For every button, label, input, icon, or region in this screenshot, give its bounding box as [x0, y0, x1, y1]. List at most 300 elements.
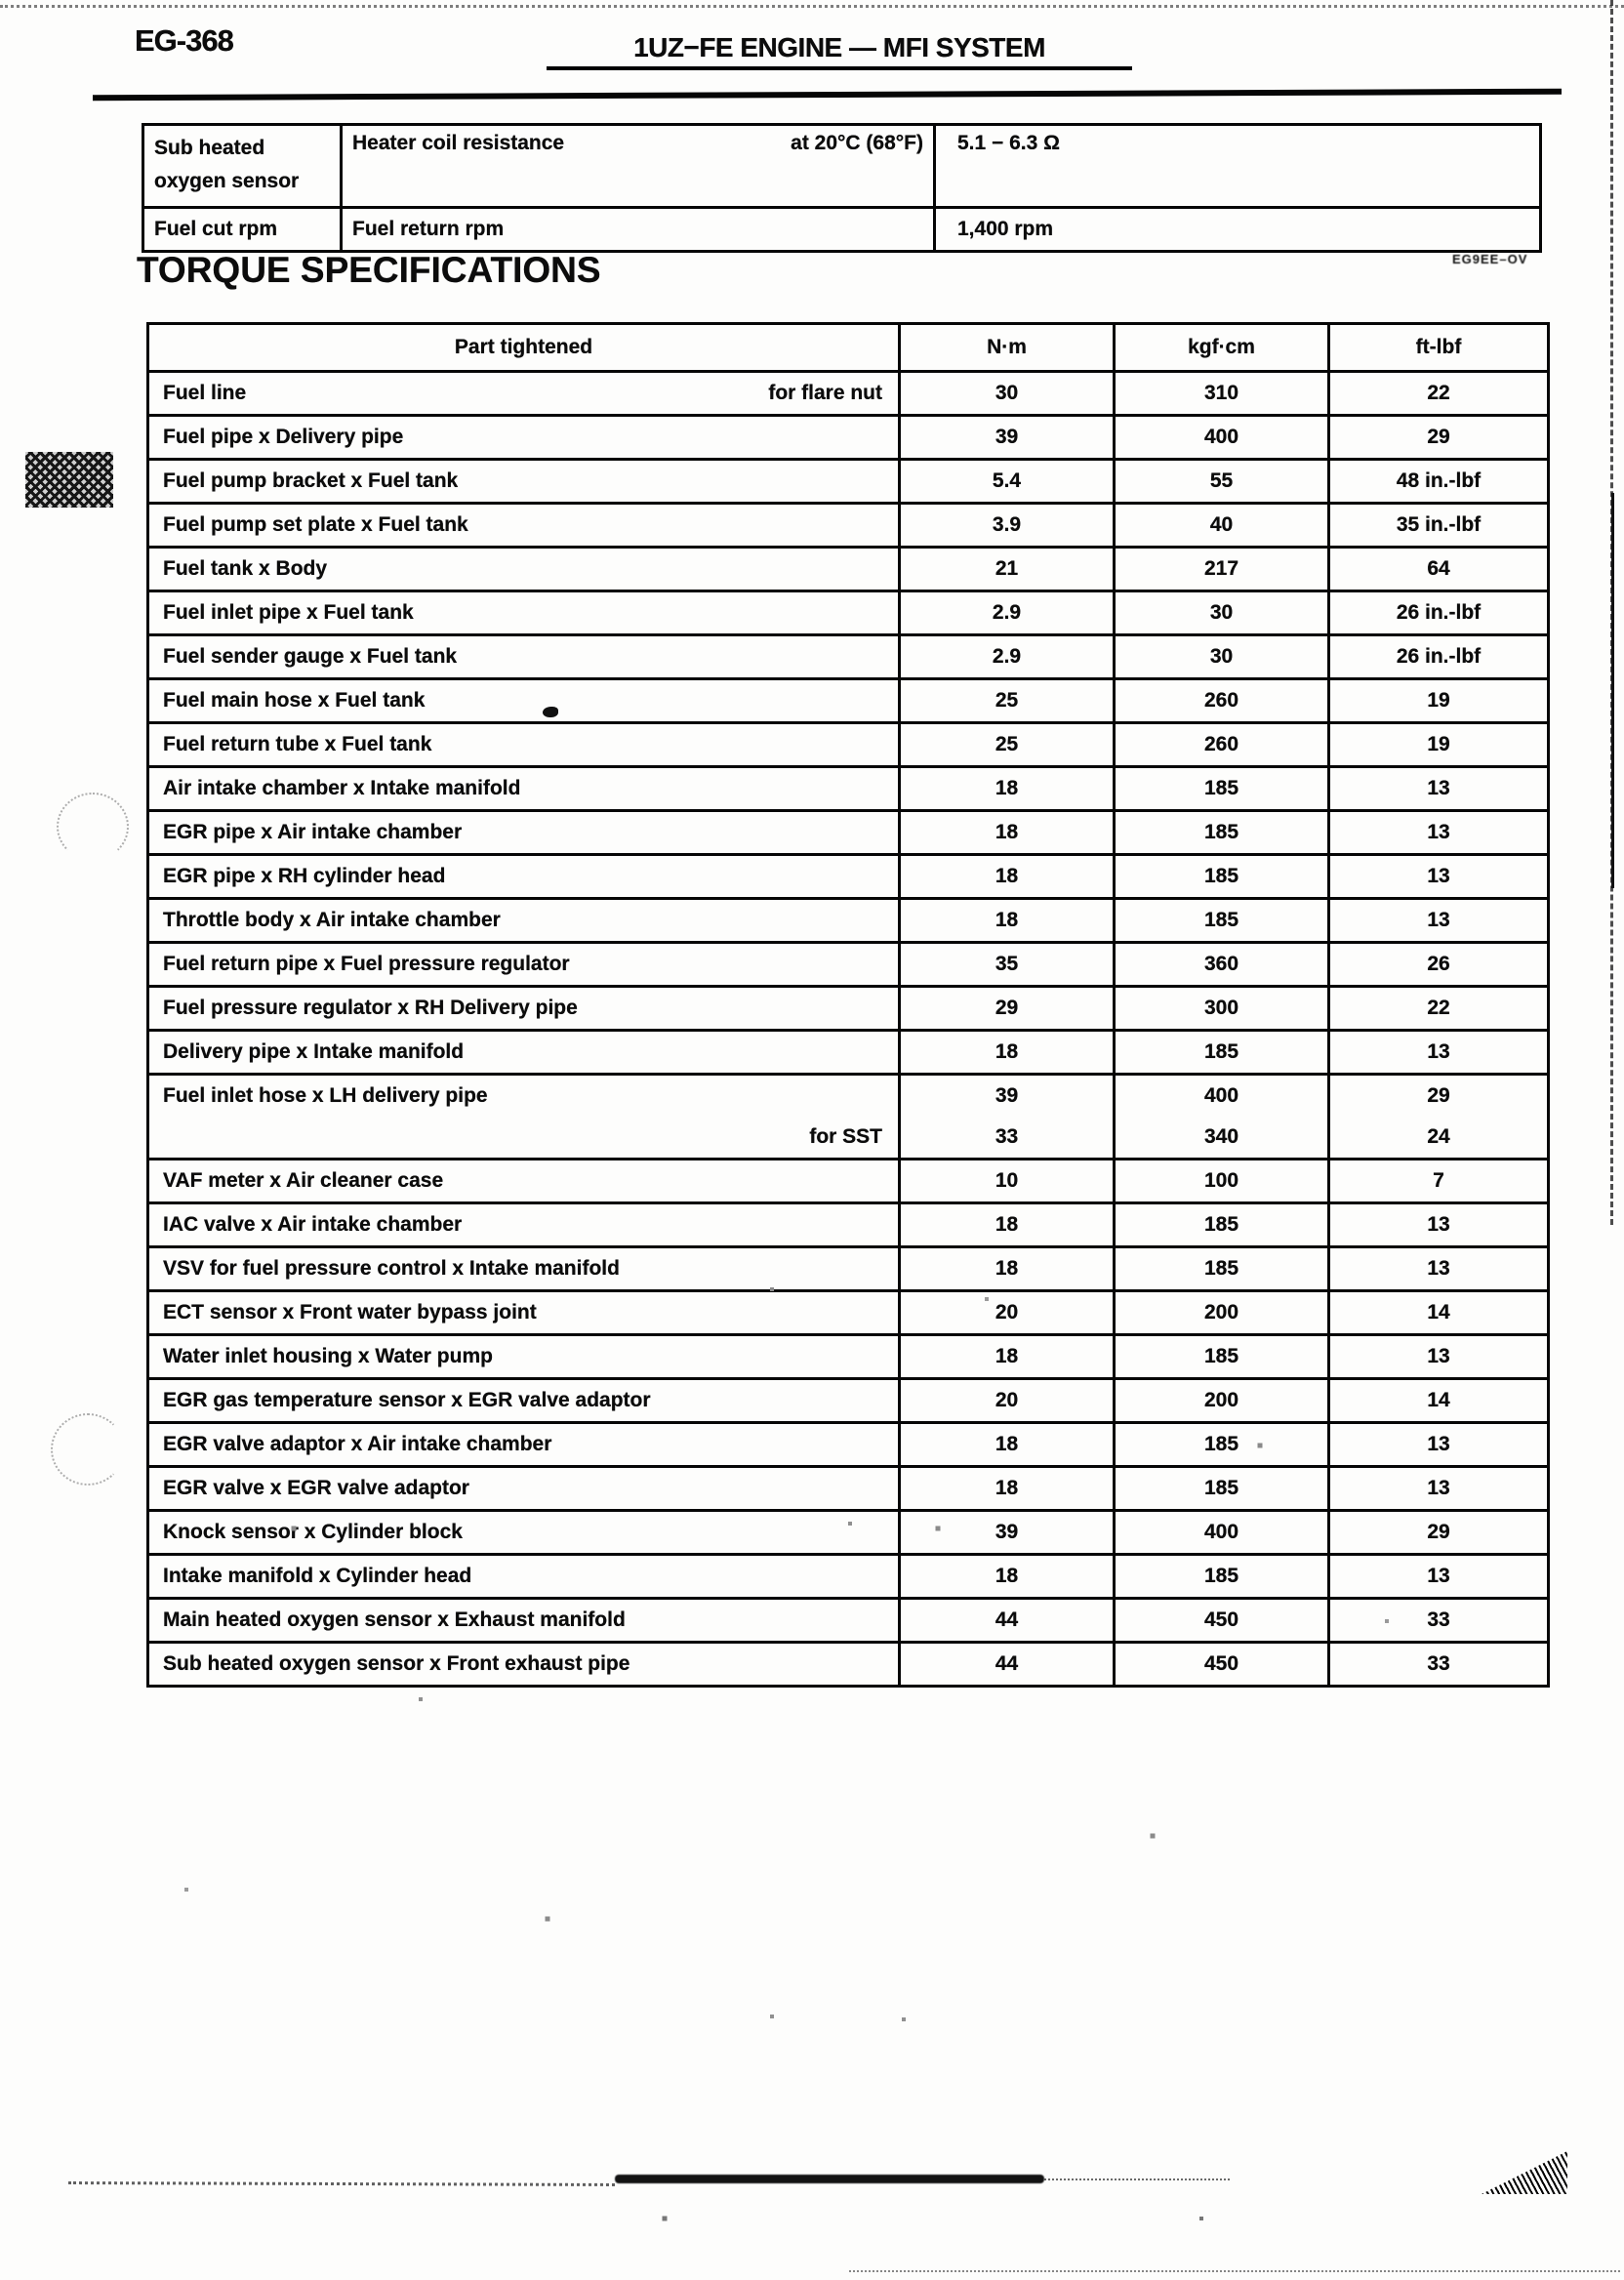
- ftlbf-cell: [1327, 680, 1547, 721]
- kgfcm-cell: [1113, 768, 1327, 809]
- part-cell: [149, 1292, 898, 1333]
- kgfcm-cell: [1113, 1336, 1327, 1377]
- section-title: 1UZ−FE ENGINE — MFI SYSTEM: [547, 32, 1132, 70]
- nm-cell: [898, 1644, 1113, 1685]
- part-cell: [149, 1248, 898, 1289]
- torque-value: 13: [1427, 865, 1450, 887]
- torque-row: [149, 636, 1547, 680]
- torque-row: [149, 1204, 1547, 1248]
- part-cell: [149, 592, 898, 633]
- ink-blob-artifact: [543, 707, 558, 717]
- kgfcm-cell: [1113, 1160, 1327, 1201]
- kgfcm-cell: [1113, 1032, 1327, 1073]
- spec-condition: at 20°C (68°F): [791, 132, 923, 154]
- part-cell: [149, 1512, 898, 1553]
- part-name: Fuel inlet pipe x Fuel tank: [163, 601, 414, 624]
- scan-top-edge-artifact: [0, 5, 1624, 8]
- torque-value: 10: [995, 1169, 1019, 1192]
- torque-value: 30: [995, 382, 1019, 404]
- scan-smudge: [615, 2175, 1044, 2183]
- spec-item-text: Fuel return rpm: [352, 218, 505, 240]
- ftlbf-cell: [1327, 417, 1547, 458]
- torque-row: [149, 724, 1547, 768]
- torque-value: 35: [995, 953, 1019, 975]
- ftlbf-cell: [1327, 636, 1547, 677]
- torque-row: [149, 1292, 1547, 1336]
- ftlbf-cell: [1327, 900, 1547, 941]
- part-cell: [149, 636, 898, 677]
- nm-cell: [898, 417, 1113, 458]
- nm-cell: [898, 461, 1113, 502]
- nm-cell: [898, 1556, 1113, 1597]
- torque-value: 310: [1203, 382, 1239, 404]
- nm-cell: [898, 1336, 1113, 1377]
- kgfcm-cell: [1113, 1380, 1327, 1421]
- torque-value: 400: [1203, 1084, 1239, 1107]
- torque-value: 24: [1427, 1125, 1450, 1148]
- ftlbf-cell: [1327, 1512, 1547, 1553]
- torque-value: 400: [1203, 426, 1239, 448]
- torque-value: 19: [1427, 689, 1450, 712]
- ftlbf-cell: [1327, 1644, 1547, 1685]
- torque-value: 400: [1203, 1521, 1239, 1543]
- torque-row: [149, 1160, 1547, 1204]
- torque-value: 33: [1427, 1652, 1450, 1675]
- part-name: IAC valve x Air intake chamber: [163, 1213, 463, 1236]
- torque-value: 18: [995, 865, 1019, 887]
- part-name: Delivery pipe x Intake manifold: [163, 1040, 465, 1063]
- torque-value: 450: [1203, 1608, 1239, 1631]
- ftlbf-cell: [1327, 373, 1547, 414]
- part-name: VAF meter x Air cleaner case: [163, 1169, 444, 1192]
- torque-value: 26 in.-lbf: [1396, 645, 1482, 668]
- torque-table-header-row: [149, 325, 1547, 373]
- kgfcm-cell: [1113, 944, 1327, 985]
- torque-value: 18: [995, 821, 1019, 843]
- torque-value: 39: [995, 426, 1019, 448]
- torque-row: [149, 856, 1547, 900]
- torque-row: [149, 505, 1547, 549]
- spec-value: 1,400 rpm: [933, 209, 1539, 250]
- torque-value: 33: [1427, 1608, 1450, 1631]
- torque-value: 18: [995, 1040, 1019, 1063]
- torque-value: 185: [1203, 1345, 1239, 1367]
- part-cell: [149, 373, 898, 414]
- nm-cell: [898, 1600, 1113, 1641]
- ftlbf-cell: [1327, 988, 1547, 1029]
- scan-bottom-edge-artifact: [849, 2270, 1620, 2272]
- part-name: Fuel return tube x Fuel tank: [163, 733, 432, 755]
- torque-value: 360: [1203, 953, 1239, 975]
- nm-cell: [898, 1204, 1113, 1245]
- torque-value: 185: [1203, 865, 1239, 887]
- column-header-ftlbf: ft-lbf: [1327, 325, 1547, 370]
- nm-cell: [898, 1512, 1113, 1553]
- torque-value: 18: [995, 1345, 1019, 1367]
- nm-cell: [898, 856, 1113, 897]
- torque-row: [149, 1512, 1547, 1556]
- part-name: Fuel main hose x Fuel tank: [163, 689, 426, 712]
- header-rule: [93, 89, 1562, 102]
- torque-value: 185: [1203, 1565, 1239, 1587]
- part-name: Main heated oxygen sensor x Exhaust manifold: [163, 1608, 626, 1631]
- torque-row: [149, 900, 1547, 944]
- nm-cell: [898, 680, 1113, 721]
- nm-cell: [898, 549, 1113, 590]
- torque-row: [149, 1600, 1547, 1644]
- ftlbf-cell: [1327, 1292, 1547, 1333]
- part-name: Throttle body x Air intake chamber: [163, 909, 501, 931]
- part-cell: [149, 1600, 898, 1641]
- nm-cell: [898, 1424, 1113, 1465]
- kgfcm-cell: [1113, 417, 1327, 458]
- scan-specks: [0, 0, 2, 2]
- kgfcm-cell: [1113, 900, 1327, 941]
- part-cell: [149, 461, 898, 502]
- ftlbf-cell: [1327, 1248, 1547, 1289]
- torque-value: 185: [1203, 1040, 1239, 1063]
- torque-value: 29: [1427, 1521, 1450, 1543]
- torque-value: 21: [995, 557, 1019, 580]
- part-name: Fuel pump bracket x Fuel tank: [163, 469, 459, 492]
- torque-value: 260: [1203, 689, 1239, 712]
- torque-value: 300: [1203, 997, 1239, 1019]
- ftlbf-cell: [1327, 1556, 1547, 1597]
- ftlbf-cell: [1327, 1160, 1547, 1201]
- column-header-part-tightened: Part tightened: [454, 336, 593, 358]
- part-cell: [149, 505, 898, 546]
- torque-value: 30: [1209, 601, 1234, 624]
- page-number: EG-368: [135, 23, 233, 58]
- part-name: Sub heated oxygen sensor x Front exhaust pipe: [163, 1652, 630, 1675]
- kgfcm-cell: [1113, 1556, 1327, 1597]
- torque-value: 3.9: [992, 513, 1022, 536]
- kgfcm-cell: [1113, 988, 1327, 1029]
- kgfcm-cell: [1113, 1468, 1327, 1509]
- torque-value: 18: [995, 777, 1019, 799]
- torque-value: 18: [995, 1213, 1019, 1236]
- nm-cell: [898, 1468, 1113, 1509]
- scan-smudge: [1044, 2178, 1230, 2180]
- section-thumb-tab: [25, 452, 113, 508]
- kgfcm-cell: [1113, 812, 1327, 853]
- torque-value: 13: [1427, 1565, 1450, 1587]
- torque-value: 7: [1433, 1169, 1444, 1192]
- torque-value: 13: [1427, 1213, 1450, 1236]
- part-cell: [149, 549, 898, 590]
- ftlbf-cell: [1327, 1076, 1547, 1158]
- kgfcm-cell: [1113, 856, 1327, 897]
- torque-value: 29: [995, 997, 1019, 1019]
- kgfcm-cell: [1113, 1424, 1327, 1465]
- spec-row: [144, 126, 1539, 209]
- torque-value: 2.9: [992, 645, 1022, 668]
- nm-cell: [898, 1248, 1113, 1289]
- ftlbf-cell: [1327, 592, 1547, 633]
- part-name: Fuel pressure regulator x RH Delivery pipe: [163, 997, 578, 1019]
- torque-value: 200: [1203, 1389, 1239, 1411]
- torque-row: [149, 461, 1547, 505]
- torque-row: [149, 812, 1547, 856]
- scan-right-edge-line: [1611, 493, 1614, 888]
- torque-row: [149, 549, 1547, 592]
- kgfcm-cell: [1113, 680, 1327, 721]
- nm-cell: [898, 900, 1113, 941]
- ftlbf-cell: [1327, 724, 1547, 765]
- part-cell: [149, 724, 898, 765]
- torque-value: 340: [1203, 1125, 1239, 1148]
- part-cell: [149, 1556, 898, 1597]
- torque-table: [146, 322, 1550, 1688]
- part-cell: [149, 1424, 898, 1465]
- kgfcm-cell: [1113, 373, 1327, 414]
- kgfcm-cell: [1113, 1512, 1327, 1553]
- torque-value: 29: [1427, 426, 1450, 448]
- torque-value: 13: [1427, 909, 1450, 931]
- torque-value: 29: [1427, 1084, 1450, 1107]
- part-cell: [149, 680, 898, 721]
- part-cell: [149, 856, 898, 897]
- pencil-mark-circle: [57, 793, 129, 861]
- torque-row: [149, 768, 1547, 812]
- kgfcm-cell: [1113, 636, 1327, 677]
- torque-value: 14: [1427, 1301, 1450, 1323]
- kgfcm-cell: [1113, 1076, 1327, 1158]
- spec-label: Sub heated oxygen sensor: [154, 137, 300, 192]
- torque-value: 22: [1427, 997, 1450, 1019]
- torque-value: 25: [995, 733, 1019, 755]
- torque-value: 26 in.-lbf: [1396, 601, 1482, 624]
- part-cell: [149, 1336, 898, 1377]
- torque-row: [149, 1644, 1547, 1685]
- torque-value: 18: [995, 1257, 1019, 1280]
- nm-cell: [898, 768, 1113, 809]
- torque-value: 48 in.-lbf: [1396, 469, 1482, 492]
- torque-value: 5.4: [992, 469, 1022, 492]
- torque-value: 450: [1203, 1652, 1239, 1675]
- kgfcm-cell: [1113, 724, 1327, 765]
- torque-value: 13: [1427, 821, 1450, 843]
- ftlbf-cell: [1327, 1336, 1547, 1377]
- nm-cell: [898, 636, 1113, 677]
- torque-value: 19: [1427, 733, 1450, 755]
- torque-value: 13: [1427, 1040, 1450, 1063]
- part-name: Fuel return pipe x Fuel pressure regulator: [163, 953, 570, 975]
- part-name: EGR valve adaptor x Air intake chamber: [163, 1433, 552, 1455]
- corner-scribble-artifact: [1482, 2151, 1567, 2194]
- part-cell: [149, 768, 898, 809]
- part-note: for SST: [809, 1125, 882, 1148]
- part-cell: [149, 812, 898, 853]
- nm-cell: [898, 1076, 1113, 1158]
- part-name: Air intake chamber x Intake manifold: [163, 777, 521, 799]
- torque-row: [149, 988, 1547, 1032]
- torque-value: 44: [995, 1652, 1019, 1675]
- part-name: EGR pipe x RH cylinder head: [163, 865, 446, 887]
- torque-row: [149, 1424, 1547, 1468]
- ftlbf-cell: [1327, 944, 1547, 985]
- torque-value: 13: [1427, 1345, 1450, 1367]
- torque-value: 35 in.-lbf: [1396, 513, 1482, 536]
- part-cell: [149, 1160, 898, 1201]
- part-cell: [149, 1032, 898, 1073]
- part-name: Fuel line: [163, 382, 247, 404]
- kgfcm-cell: [1113, 1204, 1327, 1245]
- ftlbf-cell: [1327, 1424, 1547, 1465]
- ftlbf-cell: [1327, 505, 1547, 546]
- doc-code: EG9EE–OV: [1452, 252, 1528, 266]
- part-cell: [149, 1644, 898, 1685]
- ftlbf-cell: [1327, 1204, 1547, 1245]
- torque-value: 33: [995, 1125, 1019, 1148]
- part-name: Knock sensor x Cylinder block: [163, 1521, 463, 1543]
- nm-cell: [898, 812, 1113, 853]
- torque-row: [149, 1468, 1547, 1512]
- part-name: Intake manifold x Cylinder head: [163, 1565, 472, 1587]
- part-cell: [149, 1204, 898, 1245]
- torque-value: 18: [995, 1433, 1019, 1455]
- ftlbf-cell: [1327, 1468, 1547, 1509]
- torque-row: [149, 1336, 1547, 1380]
- kgfcm-cell: [1113, 1600, 1327, 1641]
- torque-value: 55: [1209, 469, 1234, 492]
- torque-value: 2.9: [992, 601, 1022, 624]
- torque-row: [149, 1248, 1547, 1292]
- part-name: VSV for fuel pressure control x Intake manifold: [163, 1257, 620, 1280]
- part-cell: [149, 417, 898, 458]
- torque-value: 64: [1427, 557, 1450, 580]
- torque-value: 13: [1427, 1257, 1450, 1280]
- nm-cell: [898, 944, 1113, 985]
- torque-row: [149, 373, 1547, 417]
- torque-row: [149, 1076, 1547, 1160]
- torque-value: 185: [1203, 909, 1239, 931]
- torque-value: 18: [995, 1565, 1019, 1587]
- ftlbf-cell: [1327, 856, 1547, 897]
- part-cell: [149, 900, 898, 941]
- torque-row: [149, 944, 1547, 988]
- torque-value: 30: [1209, 645, 1234, 668]
- scan-smudge: [68, 2181, 615, 2186]
- nm-cell: [898, 988, 1113, 1029]
- nm-cell: [898, 505, 1113, 546]
- part-cell: [149, 1380, 898, 1421]
- ftlbf-cell: [1327, 549, 1547, 590]
- column-header-nm: N·m: [898, 325, 1113, 370]
- nm-cell: [898, 1380, 1113, 1421]
- ftlbf-cell: [1327, 1600, 1547, 1641]
- torque-value: 185: [1203, 821, 1239, 843]
- ftlbf-cell: [1327, 768, 1547, 809]
- part-cell: [149, 1076, 898, 1158]
- torque-value: 14: [1427, 1389, 1450, 1411]
- torque-row: [149, 1032, 1547, 1076]
- nm-cell: [898, 1160, 1113, 1201]
- torque-value: 39: [995, 1521, 1019, 1543]
- torque-value: 20: [995, 1389, 1019, 1411]
- pencil-mark-circle: [51, 1413, 125, 1486]
- torque-row: [149, 680, 1547, 724]
- torque-value: 13: [1427, 1477, 1450, 1499]
- part-cell: [149, 944, 898, 985]
- torque-value: 260: [1203, 733, 1239, 755]
- part-name: ECT sensor x Front water bypass joint: [163, 1301, 537, 1323]
- kgfcm-cell: [1113, 1292, 1327, 1333]
- part-name: EGR valve x EGR valve adaptor: [163, 1477, 469, 1499]
- torque-value: 13: [1427, 1433, 1450, 1455]
- spec-label: Fuel cut rpm: [154, 218, 278, 240]
- torque-value: 185: [1203, 1477, 1239, 1499]
- torque-value: 185: [1203, 777, 1239, 799]
- kgfcm-cell: [1113, 1644, 1327, 1685]
- torque-specifications-title: TORQUE SPECIFICATIONS: [137, 250, 601, 290]
- nm-cell: [898, 724, 1113, 765]
- spec-item: [340, 126, 933, 206]
- spec-value: 5.1 − 6.3 Ω: [933, 126, 1539, 206]
- torque-value: 20: [995, 1301, 1019, 1323]
- nm-cell: [898, 373, 1113, 414]
- torque-value: 18: [995, 1477, 1019, 1499]
- torque-row: [149, 592, 1547, 636]
- spec-row: [144, 209, 1539, 250]
- torque-value: 40: [1209, 513, 1234, 536]
- torque-value: 44: [995, 1608, 1019, 1631]
- spec-item: [340, 209, 933, 250]
- part-cell: [149, 988, 898, 1029]
- column-header-kgfcm: kgf·cm: [1113, 325, 1327, 370]
- part-name: EGR gas temperature sensor x EGR valve adaptor: [163, 1389, 651, 1411]
- torque-value: 100: [1203, 1169, 1239, 1192]
- torque-row: [149, 1556, 1547, 1600]
- part-name: Fuel inlet hose x LH delivery pipe: [163, 1084, 488, 1107]
- kgfcm-cell: [1113, 505, 1327, 546]
- torque-value: 185: [1203, 1433, 1239, 1455]
- part-note: for flare nut: [768, 382, 882, 404]
- torque-row: [149, 417, 1547, 461]
- torque-value: 185: [1203, 1257, 1239, 1280]
- ftlbf-cell: [1327, 461, 1547, 502]
- torque-value: 26: [1427, 953, 1450, 975]
- torque-value: 217: [1203, 557, 1239, 580]
- torque-value: 185: [1203, 1213, 1239, 1236]
- torque-value: 18: [995, 909, 1019, 931]
- part-name: Fuel tank x Body: [163, 557, 328, 580]
- kgfcm-cell: [1113, 461, 1327, 502]
- part-name: Fuel pipe x Delivery pipe: [163, 426, 404, 448]
- nm-cell: [898, 1292, 1113, 1333]
- kgfcm-cell: [1113, 549, 1327, 590]
- torque-value: 22: [1427, 382, 1450, 404]
- kgfcm-cell: [1113, 592, 1327, 633]
- torque-row: [149, 1380, 1547, 1424]
- part-cell: [149, 1468, 898, 1509]
- part-name: Fuel pump set plate x Fuel tank: [163, 513, 468, 536]
- spec-table: [142, 123, 1542, 253]
- torque-value: 13: [1427, 777, 1450, 799]
- spec-item-text: Heater coil resistance: [352, 132, 565, 154]
- torque-value: 25: [995, 689, 1019, 712]
- ftlbf-cell: [1327, 812, 1547, 853]
- part-name: Water inlet housing x Water pump: [163, 1345, 493, 1367]
- torque-value: 39: [995, 1084, 1019, 1107]
- ftlbf-cell: [1327, 1032, 1547, 1073]
- part-name: Fuel sender gauge x Fuel tank: [163, 645, 458, 668]
- kgfcm-cell: [1113, 1248, 1327, 1289]
- torque-value: 200: [1203, 1301, 1239, 1323]
- nm-cell: [898, 592, 1113, 633]
- nm-cell: [898, 1032, 1113, 1073]
- ftlbf-cell: [1327, 1380, 1547, 1421]
